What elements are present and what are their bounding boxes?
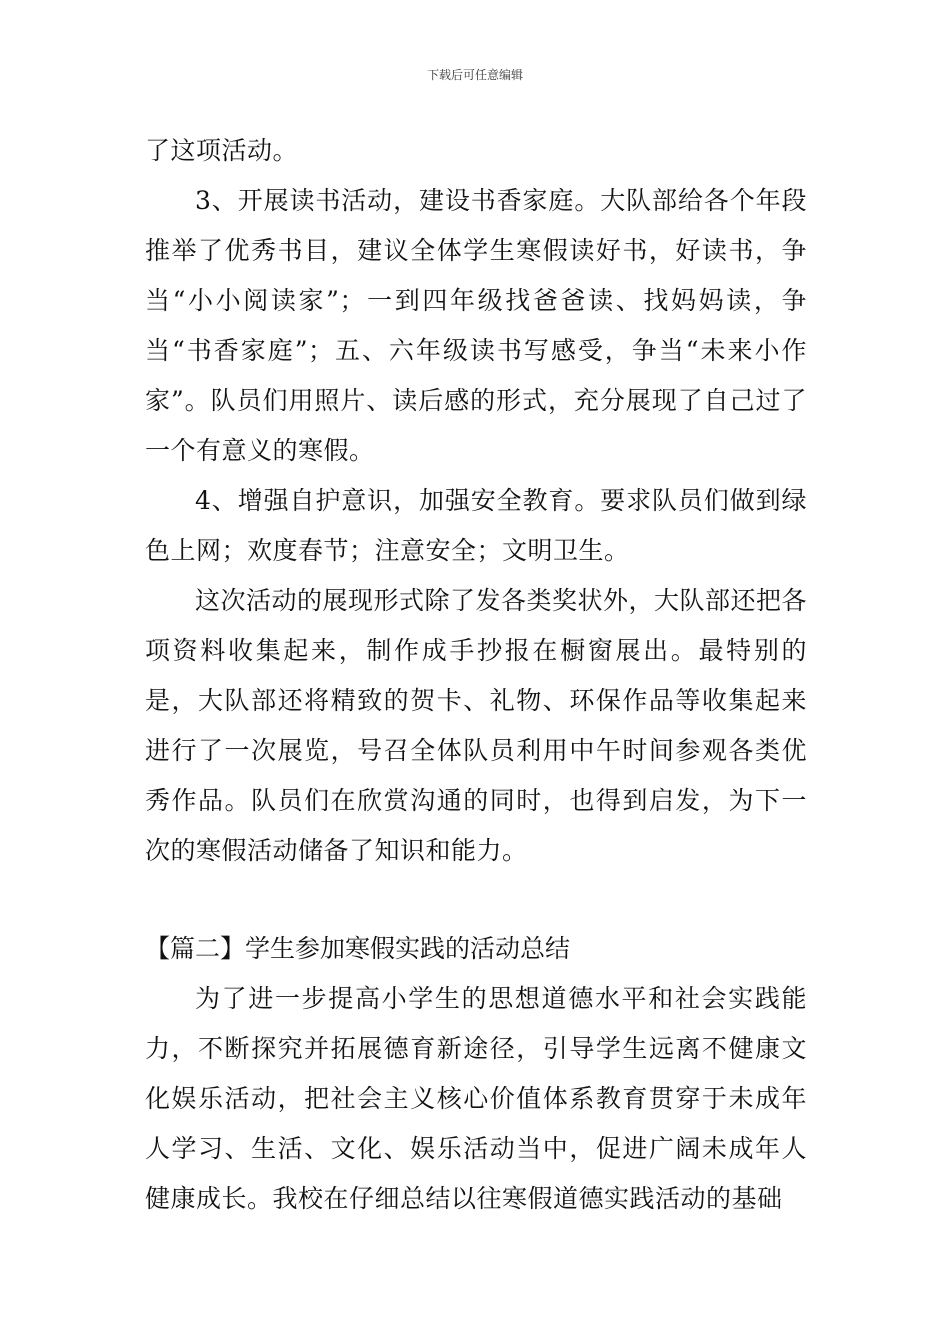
paragraph-intro: 为了进一步提高小学生的思想道德水平和社会实践能力，不断探究并拓展德育新途径，引导学生远离不健康文化娱乐活动，把社会主义核心价值体系教育贯穿于未成年人学习、生活、文化、娱乐活动当中，促进广阔未成年人健康成长。我校在仔细总结以往寒假道德实践活动的基础 (145, 984, 807, 1213)
header-note: 下载后可任意编辑 (426, 68, 523, 82)
document-body (145, 126, 807, 1224)
paragraph-reading-activity: 3、开展读书活动，建设书香家庭。大队部给各个年段推举了优秀书目，建议全体学生寒假读好书，好读书，争当“小小阅读家”；一到四年级找爸爸读、找妈妈读，争当“书香家庭”；五、六年级读书写感受，争当“未来小作家”。队员们用照片、读后感的形式，充分展现了自己过了一个有意义的寒假。 (145, 186, 807, 465)
paragraph-exhibition: 这次活动的展现形式除了发各类奖状外，大队部还把各项资料收集起来，制作成手抄报在橱窗展出。最特别的是，大队部还将精致的贺卡、礼物、环保作品等收集起来进行了一次展览，号召全体队员利用中午时间参观各类优秀作品。队员们在欣赏沟通的同时，也得到启发，为下一次的寒假活动储备了知识和能力。 (145, 586, 808, 865)
section-title: 【篇二】学生参加寒假实践的活动总结 (145, 934, 571, 963)
paragraph-safety-education: 4、增强自护意识，加强安全教育。要求队员们做到绿色上网；欢度春节；注意安全；文明卫生。 (145, 486, 807, 565)
paragraph-continuation: 了这项活动。 (145, 136, 299, 165)
